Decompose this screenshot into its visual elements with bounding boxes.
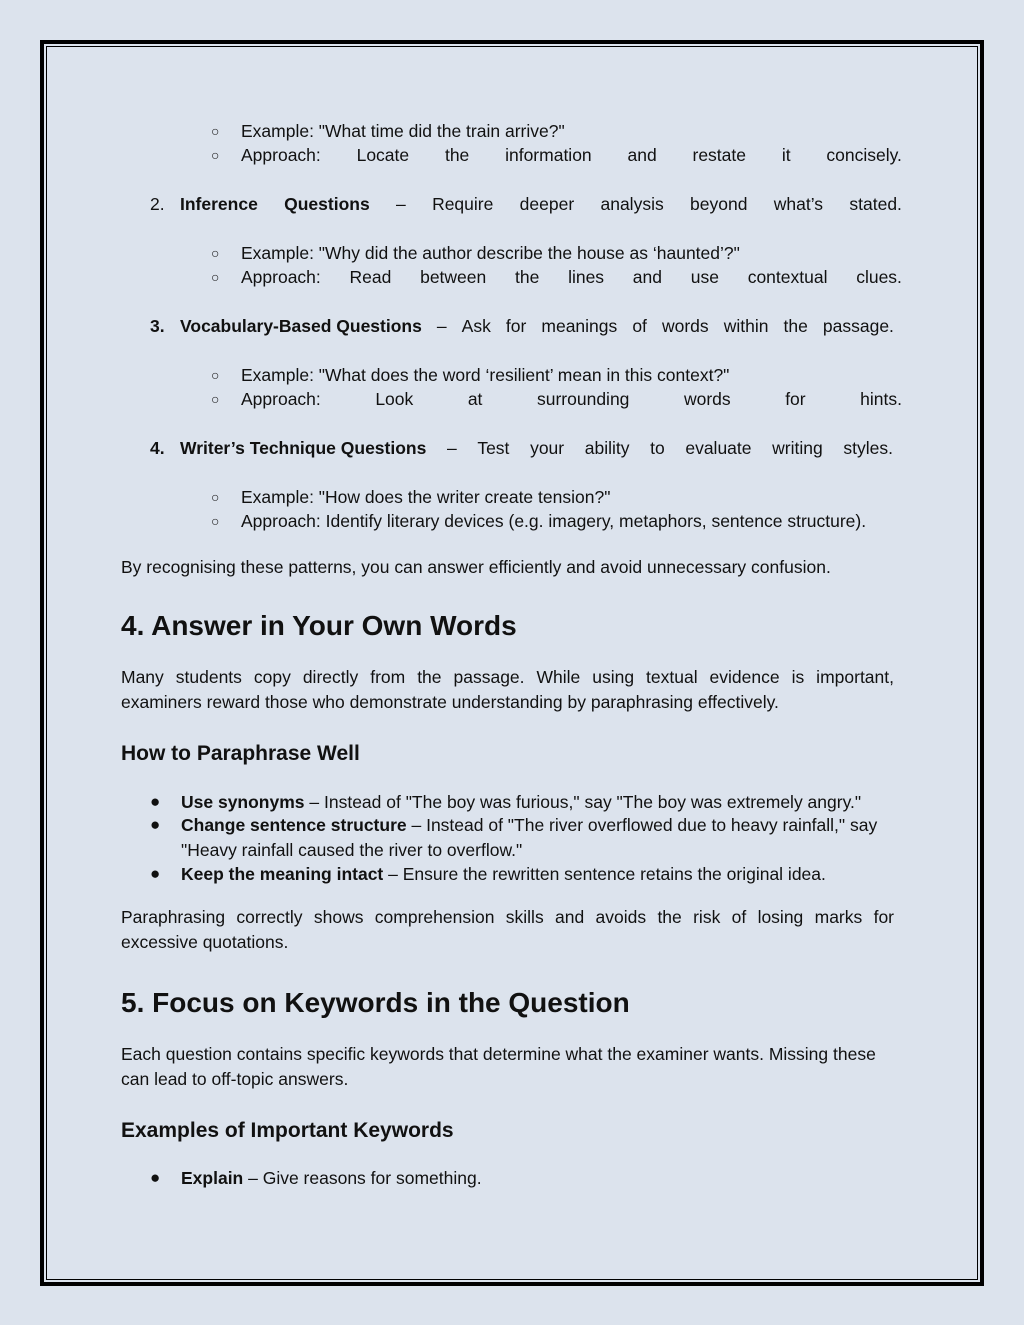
word: use bbox=[690, 267, 719, 287]
keyword-bullet-1: Explain – Give reasons for something. bbox=[181, 1168, 482, 1188]
word: Ask bbox=[461, 316, 491, 336]
word: concisely. bbox=[826, 145, 902, 165]
word: evaluate bbox=[685, 438, 752, 458]
word: Require bbox=[432, 194, 494, 214]
word: passage. bbox=[822, 316, 894, 336]
word: stated. bbox=[849, 194, 902, 214]
sub-bullet-icon: ○ bbox=[211, 147, 220, 163]
word: meanings bbox=[541, 316, 618, 336]
bullet-dot-icon: ● bbox=[150, 815, 161, 834]
word: words bbox=[661, 316, 709, 336]
word: Approach: bbox=[241, 389, 321, 409]
word: the bbox=[515, 267, 540, 287]
word: styles. bbox=[843, 438, 893, 458]
word: Read bbox=[349, 267, 392, 287]
word: between bbox=[420, 267, 487, 287]
q1-approach bbox=[241, 143, 902, 167]
sub-bullet-icon: ○ bbox=[211, 269, 220, 285]
q2-example: Example: "Why did the author describe the house as ‘haunted’?" bbox=[241, 243, 740, 263]
word: Inference bbox=[180, 194, 258, 214]
word: for bbox=[785, 389, 806, 409]
sub-bullet-icon: ○ bbox=[211, 513, 220, 529]
section5-intro: Each question contains specific keywords that determine what the examiner wants. Missing these can lead to off-topic answers. bbox=[121, 1044, 876, 1089]
q4-title: Writer’s Technique Questions bbox=[180, 438, 427, 458]
sub-bullet-icon: ○ bbox=[211, 123, 220, 139]
q4-example: Example: "How does the writer create tension?" bbox=[241, 487, 611, 507]
q3-title: Vocabulary-Based Questions bbox=[180, 316, 422, 336]
sub-bullet-icon: ○ bbox=[211, 245, 220, 261]
patterns-summary: By recognising these patterns, you can answer efficiently and avoid unnecessary confusion. bbox=[121, 557, 831, 577]
word: hints. bbox=[860, 389, 902, 409]
word: ability bbox=[584, 438, 630, 458]
section4-intro: Many students copy directly from the passage. While using textual evidence is important, examiners reward those who demonstrate understanding by paraphrasing effectively. bbox=[121, 667, 894, 712]
word: – bbox=[396, 194, 406, 214]
section4-heading: 4. Answer in Your Own Words bbox=[121, 610, 517, 641]
word: for bbox=[505, 316, 527, 336]
word: restate bbox=[692, 145, 746, 165]
paraphrase-bullet-1: Use synonyms – Instead of "The boy was furious," say "The boy was extremely angry." bbox=[181, 792, 862, 812]
word: of bbox=[632, 316, 647, 336]
word: – bbox=[436, 316, 447, 336]
word: words bbox=[683, 389, 731, 409]
word: what’s bbox=[773, 194, 824, 214]
bullet-dot-icon: ● bbox=[150, 792, 161, 811]
q4-approach: Approach: Identify literary devices (e.g. imagery, metaphors, sentence structure). bbox=[241, 511, 867, 531]
word: your bbox=[530, 438, 565, 458]
q3-approach bbox=[241, 387, 902, 411]
q3-example: Example: "What does the word ‘resilient’ mean in this context?" bbox=[241, 365, 730, 385]
word: the bbox=[444, 145, 470, 165]
word: and bbox=[627, 145, 657, 165]
q4-line bbox=[180, 436, 893, 460]
word: writing bbox=[772, 438, 823, 458]
q2-approach bbox=[241, 265, 902, 289]
word: Locate bbox=[356, 145, 410, 165]
word: Test bbox=[477, 438, 510, 458]
q1-example: Example: "What time did the train arrive?" bbox=[241, 121, 565, 141]
section5-subheading: Examples of Important Keywords bbox=[121, 1119, 454, 1142]
section4-subheading: How to Paraphrase Well bbox=[121, 742, 360, 765]
word: deeper bbox=[519, 194, 575, 214]
bullet-dot-icon: ● bbox=[150, 864, 161, 883]
word: – bbox=[446, 438, 457, 458]
word: information bbox=[505, 145, 592, 165]
word: within bbox=[723, 316, 769, 336]
sub-bullet-icon: ○ bbox=[211, 367, 220, 383]
q3-line bbox=[180, 314, 894, 338]
word: analysis bbox=[600, 194, 664, 214]
word: surrounding bbox=[536, 389, 630, 409]
word: Approach: bbox=[241, 267, 321, 287]
word: at bbox=[467, 389, 483, 409]
q2-line bbox=[180, 192, 902, 216]
word: Look bbox=[375, 389, 414, 409]
word: and bbox=[632, 267, 662, 287]
q2-number: 2. bbox=[150, 194, 165, 214]
section5-heading: 5. Focus on Keywords in the Question bbox=[121, 987, 630, 1018]
word: beyond bbox=[690, 194, 748, 214]
q3-number: 3. bbox=[150, 316, 165, 336]
paraphrase-bullet-2: Change sentence structure – Instead of "The river overflowed due to heavy rainfall," say "Heavy rainfall caused the river to overflow." bbox=[181, 815, 878, 860]
bullet-dot-icon: ● bbox=[150, 1168, 161, 1187]
word: lines bbox=[568, 267, 605, 287]
word: it bbox=[781, 145, 791, 165]
word: contextual bbox=[747, 267, 828, 287]
page-border-inner bbox=[46, 46, 978, 1280]
word: clues. bbox=[856, 267, 902, 287]
word: Approach: bbox=[241, 145, 321, 165]
sub-bullet-icon: ○ bbox=[211, 391, 220, 407]
section4-closing: Paraphrasing correctly shows comprehension skills and avoids the risk of losing marks for excessive quotations. bbox=[121, 907, 894, 952]
word: to bbox=[650, 438, 665, 458]
page-border bbox=[40, 40, 984, 1286]
sub-bullet-icon: ○ bbox=[211, 489, 220, 505]
q4-number: 4. bbox=[150, 438, 165, 458]
paraphrase-bullet-3: Keep the meaning intact – Ensure the rewritten sentence retains the original idea. bbox=[181, 864, 826, 884]
word: Questions bbox=[284, 194, 370, 214]
word: the bbox=[783, 316, 808, 336]
